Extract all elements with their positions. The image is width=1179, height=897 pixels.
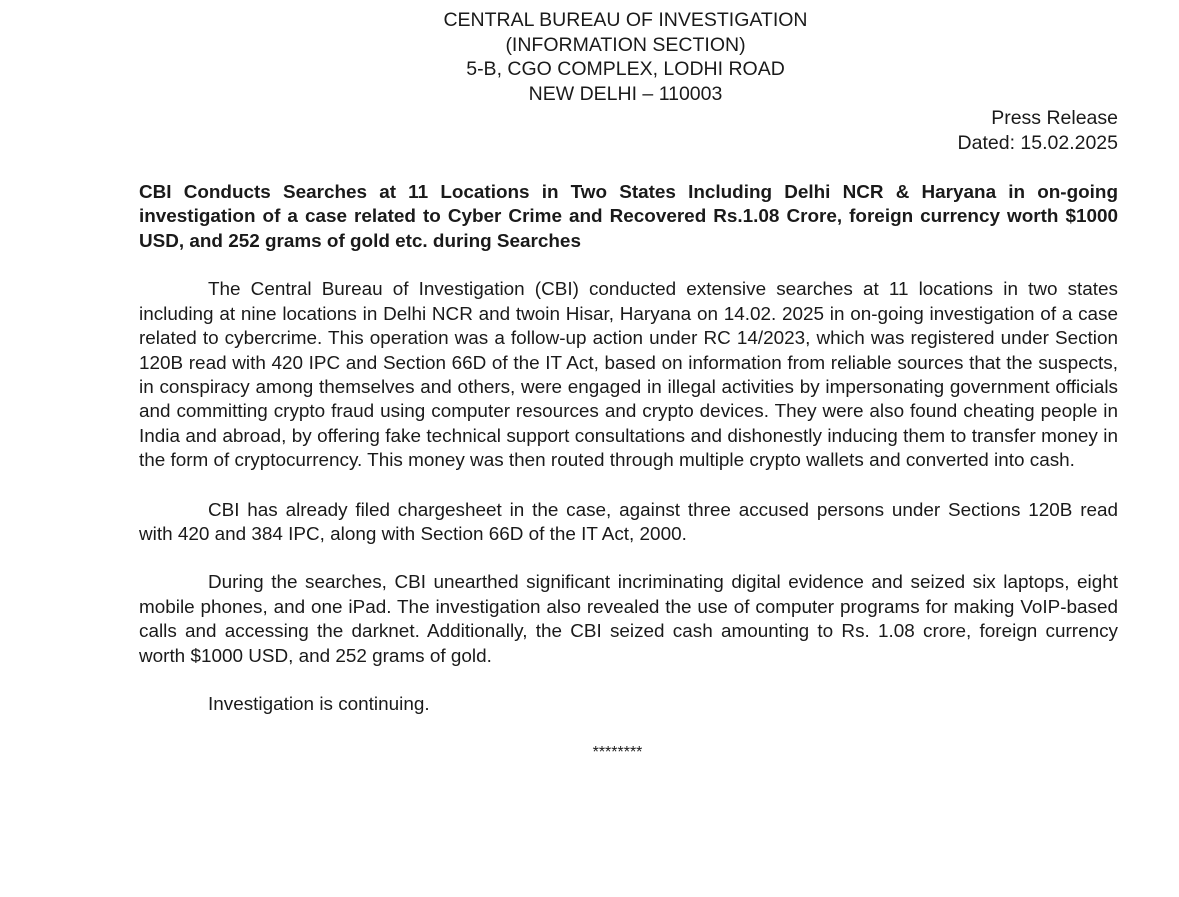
headline: CBI Conducts Searches at 11 Locations in Two States Including Delhi NCR & Haryana in on-going investigation of a case related to Cyber Crime and Recovered Rs.1.08 Crore, foreign currency worth $1000 USD, and 252 grams of gold etc. during Searches [139,181,1118,252]
release-meta [139,106,1118,155]
paragraph-status: Investigation is continuing. [208,694,430,716]
letterhead [133,8,1118,106]
agency-name: CENTRAL BUREAU OF INVESTIGATION [443,9,808,31]
city-pincode: NEW DELHI – 110003 [528,82,723,105]
press-release-document [139,8,1118,763]
paragraph-searches: The Central Bureau of Investigation (CBI) conducted extensive searches at 11 locations in two states including at nine locations in Delhi NCR and twoin Hisar, Haryana on 14.02. 2025 in on-going investigation of a case related to cybercrime. This operation was a follow-up action under RC 14/2023, which was registered under Section 120B read with 420 IPC and Section 66D of the IT Act, based on information from reliable sources that the suspects, in conspiracy among themselves and others, were engaged in illegal activities by impersonating government officials and committing crypto fraud using computer resources and crypto devices. They were also found cheating people in India and abroad, by offering fake technical support consultations and dishonestly inducing them to transfer money in the form of cryptocurrency. This money was then routed through multiple crypto wallets and converted into cash. [139,279,1118,472]
document-type: Press Release [991,107,1118,130]
release-date: Dated: 15.02.2025 [957,131,1118,154]
section-name: (INFORMATION SECTION) [505,33,746,56]
paragraph-chargesheet: CBI has already filed chargesheet in the case, against three accused persons under Sections 120B read with 420 and 384 IPC, along with Section 66D of the IT Act, 2000. [139,499,1118,545]
address-line: 5-B, CGO COMPLEX, LODHI ROAD [466,58,785,81]
end-of-release-mark: ******** [592,744,643,762]
paragraph-seizures: During the searches, CBI unearthed significant incriminating digital evidence and seized six laptops, eight mobile phones, and one iPad. The investigation also revealed the use of computer programs for making VoIP-based calls and accessing the darknet. Additionally, the CBI seized cash amounting to Rs. 1.08 crore, foreign currency worth $1000 USD, and 252 grams of gold. [139,572,1118,667]
